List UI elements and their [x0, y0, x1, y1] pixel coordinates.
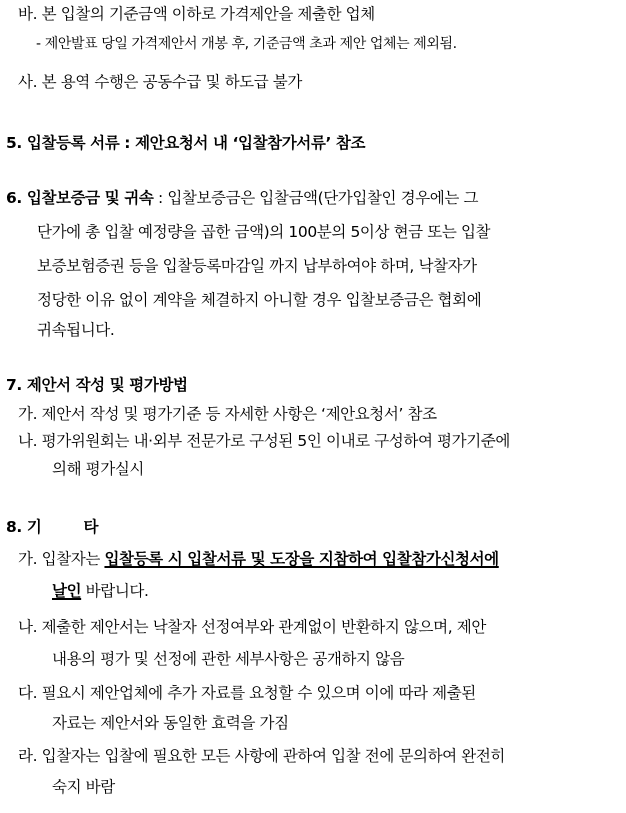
section-7-item-ga: 가. 제안서 작성 및 평가기준 등 자세한 사항은 ‘제안요청서’ 참조 — [18, 405, 437, 423]
item-sa: 사. 본 용역 수행은 공동수급 및 하도급 불가 — [18, 73, 302, 91]
section-6-line-3: 보증보험증권 등을 입찰등록마감일 까지 납부하여야 하며, 낙찰자가 — [37, 257, 477, 275]
section-8-item-na-cont: 내용의 평가 및 선정에 관한 세부사항은 공개하지 않음 — [52, 650, 405, 668]
section-8-item-ra-cont: 숙지 바람 — [52, 778, 115, 796]
item-ba: 바. 본 입찰의 기준금액 이하로 가격제안을 제출한 업체 — [18, 5, 375, 23]
section-7-item-na-cont: 의해 평가실시 — [52, 460, 144, 478]
section-6-line-5: 귀속됩니다. — [37, 321, 115, 339]
section-8-item-na: 나. 제출한 제안서는 낙찰자 선정여부와 관계없이 반환하지 않으며, 제안 — [18, 618, 486, 636]
section-8-item-ga-rest: 바랍니다. — [81, 582, 149, 600]
section-6-line-2: 단가에 총 입찰 예정량을 곱한 금액)의 100분의 5이상 현금 또는 입찰 — [37, 223, 491, 241]
section-6-line-1-text: : 입찰보증금은 입찰금액(단가입찰인 경우에는 그 — [153, 189, 479, 207]
section-8-item-da: 다. 필요시 제안업체에 추가 자료를 요청할 수 있으며 이에 따라 제출된 — [18, 684, 476, 702]
section-8-item-da-cont: 자료는 제안서와 동일한 효력을 가짐 — [52, 714, 289, 732]
section-6-line-4: 정당한 이유 없이 계약을 체결하지 아니할 경우 입찰보증금은 협회에 — [37, 291, 482, 309]
section-8-item-ra: 라. 입찰자는 입찰에 필요한 모든 사항에 관하여 입찰 전에 문의하여 완전히 — [18, 747, 505, 765]
section-8-item-ga-cont — [52, 581, 149, 601]
section-8-item-ga-prefix: 가. 입찰자는 — [18, 550, 105, 568]
section-7-heading: 7. 제안서 작성 및 평가방법 — [6, 376, 188, 394]
section-5-heading: 5. 입찰등록 서류 : 제안요청서 내 ‘입찰참가서류’ 참조 — [6, 134, 366, 152]
section-6-heading: 6. 입찰보증금 및 귀속 — [6, 189, 154, 207]
section-8-item-ga — [18, 549, 499, 569]
item-ba-note: - 제안발표 당일 가격제안서 개봉 후, 기준금액 초과 제안 업체는 제외됨. — [36, 36, 457, 52]
section-8-heading — [6, 517, 98, 537]
section-8-heading-num: 8. 기 — [6, 518, 42, 536]
section-8-heading-end: 타 — [83, 518, 99, 536]
section-6-line-1 — [6, 188, 478, 208]
section-8-item-ga-emphasis-2: 날인 — [52, 582, 82, 600]
section-7-item-na: 나. 평가위원회는 내·외부 전문가로 구성된 5인 이내로 구성하여 평가기준에 — [18, 432, 510, 450]
section-8-item-ga-emphasis: 입찰등록 시 입찰서류 및 도장을 지참하여 입찰참가신청서에 — [104, 550, 499, 568]
